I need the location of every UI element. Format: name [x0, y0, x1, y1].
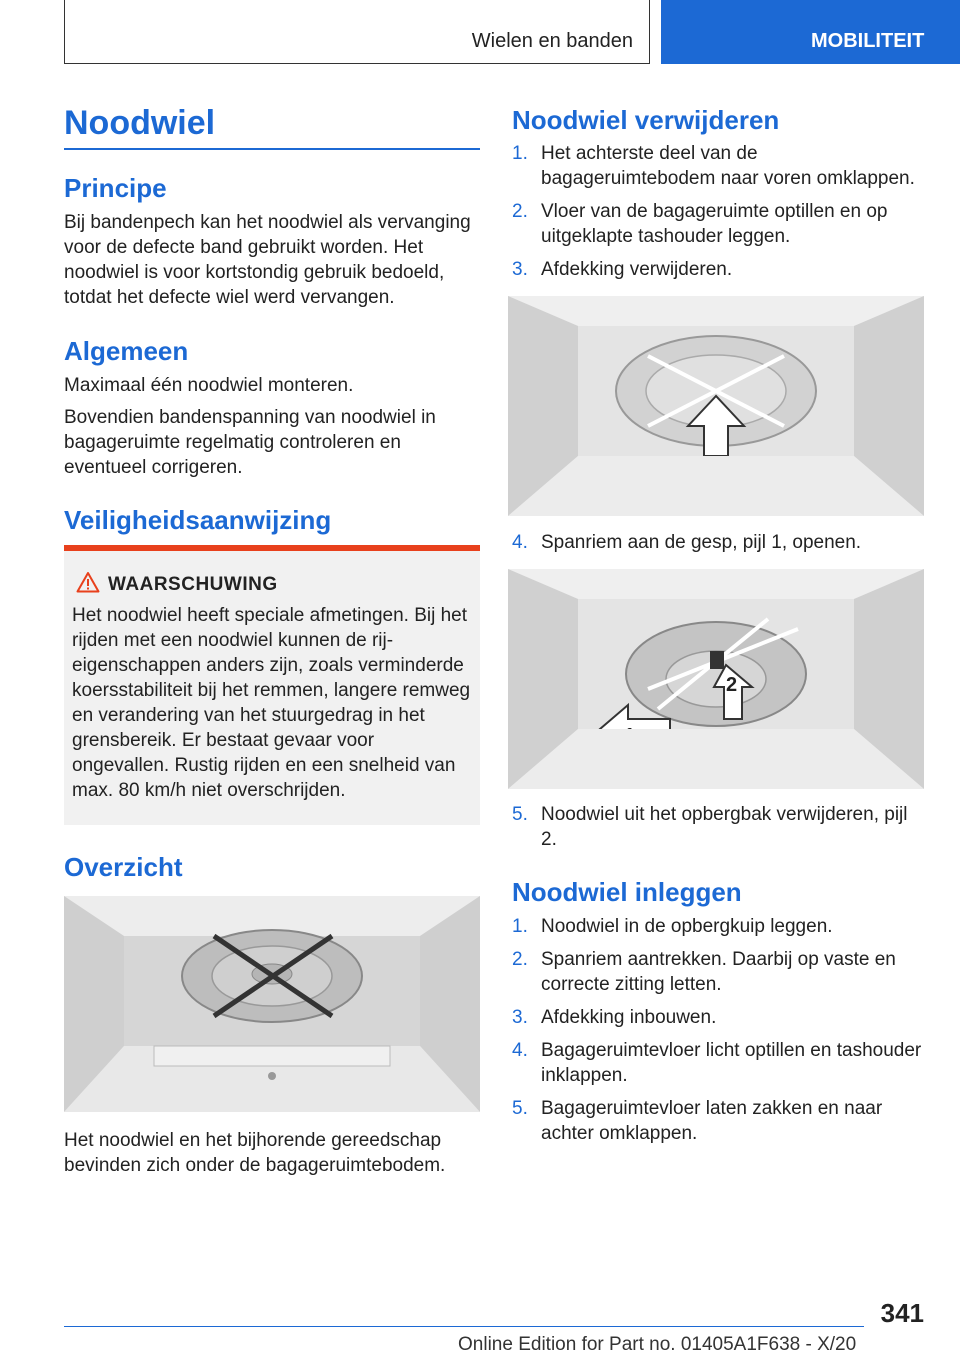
footer-edition: Online Edition for Part no. 01405A1F638 - X/20: [458, 1334, 857, 1355]
step-text: Bagageruimtevloer laten zakken en naar achter omklappen.: [541, 1098, 883, 1144]
step-number: 1.: [512, 143, 528, 164]
remove-step-4: [512, 530, 926, 563]
list-item: [512, 1038, 926, 1088]
step-text: Afdekking inbouwen.: [541, 1007, 717, 1028]
footer-rule: [64, 1326, 864, 1327]
remove-step-5: [512, 802, 926, 860]
remove-cover-image: [508, 296, 924, 516]
step-text: Het achterste deel van de bagageruimtebodem naar voren omklappen.: [541, 143, 915, 189]
list-item: [512, 914, 926, 939]
warning-bar: [64, 545, 480, 551]
list-item: [512, 257, 926, 282]
heading-insert: Noodwiel inleggen: [512, 877, 742, 907]
chapter-tab: MOBILITEIT: [661, 0, 960, 64]
section-title: Wielen en banden: [471, 30, 633, 52]
arrow-label-2: 2: [726, 674, 738, 696]
heading-remove: Noodwiel verwijderen: [512, 105, 780, 135]
step-text: Bagageruimtevloer licht optillen en tashouder inklappen.: [541, 1040, 922, 1086]
page-title: Noodwiel: [64, 104, 216, 142]
list-item: [512, 802, 926, 852]
list-item: [512, 530, 926, 555]
header-section-box: [64, 0, 650, 64]
page-number: 341: [880, 1298, 924, 1328]
overview-image: [64, 896, 480, 1112]
title-rule: [64, 148, 480, 150]
algemeen-text-1: Maximaal één noodwiel monteren.: [64, 375, 354, 396]
warning-box: [64, 545, 480, 825]
step-text: Vloer van de bagageruimte optillen en op uitgeklapte tashouder leggen.: [541, 201, 888, 247]
heading-principe: Principe: [64, 173, 167, 203]
warning-triangle-icon: [76, 571, 100, 598]
warning-title: WAARSCHUWING: [108, 574, 278, 595]
remove-steps-1-3: [512, 141, 926, 290]
step-number: 5.: [512, 804, 528, 825]
list-item: [512, 199, 926, 249]
algemeen-text-2: Bovendien bandenspanning van noodwiel in bagageruimte regelmatig controleren en eventueel corrigeren.: [64, 407, 436, 478]
list-item: [512, 1005, 926, 1030]
step-number: 3.: [512, 259, 528, 280]
warning-text: Het noodwiel heeft speciale afmetingen. Bij het rijden met een noodwiel kunnen de rij-eigenschappen anders zijn, zoals verminderde koersstabiliteit bij het remmen, langere remweg en verandering van het stuurgedrag in het grensbereik. Er bestaat gevaar voor ongevallen. Rustig rijden en een snelheid van max. 80 km/h niet overschrijden.: [72, 605, 471, 801]
step-text: Noodwiel uit het opbergbak verwijderen, pijl 2.: [541, 804, 908, 850]
list-item: [512, 947, 926, 997]
principe-text: Bij bandenpech kan het noodwiel als vervanging voor de defecte band gebruikt worden. Het noodwiel is voor kortstondig gebruik bedoeld, totdat het defecte wiel werd vervangen.: [64, 212, 471, 308]
step-text: Spanriem aantrekken. Daarbij op vaste en correcte zitting letten.: [541, 949, 896, 995]
step-number: 2.: [512, 949, 528, 970]
step-number: 2.: [512, 201, 528, 222]
list-item: [512, 141, 926, 191]
heading-algemeen: Algemeen: [64, 336, 189, 366]
heading-safety: Veiligheidsaanwijzing: [64, 505, 332, 535]
step-number: 4.: [512, 532, 528, 553]
step-number: 1.: [512, 916, 528, 937]
step-number: 5.: [512, 1098, 528, 1119]
step-text: Noodwiel in de opbergkuip leggen.: [541, 916, 833, 937]
heading-overzicht: Overzicht: [64, 852, 183, 882]
insert-steps: [512, 914, 926, 1154]
list-item: [512, 1096, 926, 1146]
step-number: 3.: [512, 1007, 528, 1028]
step-text: Spanriem aan de gesp, pijl 1, openen.: [541, 532, 862, 553]
remove-strap-image: [508, 569, 924, 789]
overview-caption: Het noodwiel en het bijhorende gereedschap bevinden zich onder de bagageruimtebodem.: [64, 1130, 446, 1176]
step-text: Afdekking verwijderen.: [541, 259, 733, 280]
step-number: 4.: [512, 1040, 528, 1061]
